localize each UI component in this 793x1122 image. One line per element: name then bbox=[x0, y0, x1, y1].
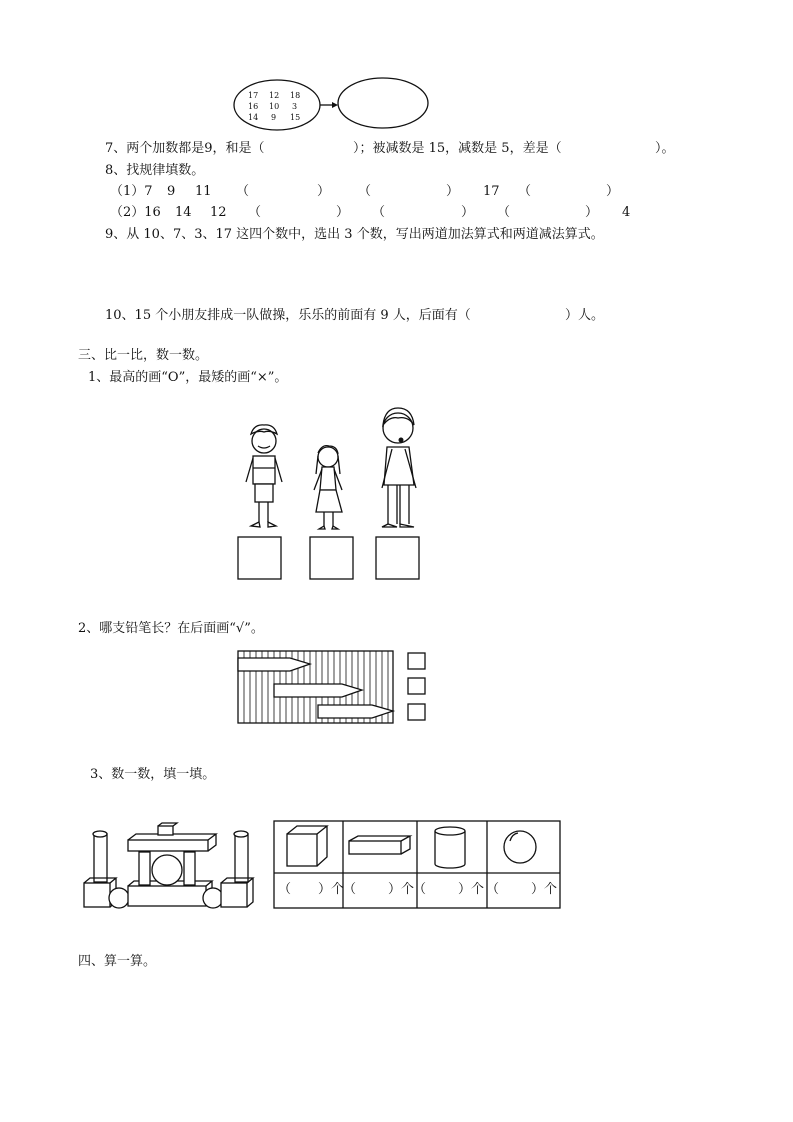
paren: ） bbox=[336, 205, 350, 220]
paren: ） bbox=[317, 184, 331, 199]
oval-num: 10 bbox=[269, 102, 280, 111]
blank-close: ）个 bbox=[531, 882, 558, 897]
cuboid-icon bbox=[349, 836, 410, 854]
oval-num: 18 bbox=[290, 91, 301, 100]
q8-number: 11 bbox=[195, 184, 212, 199]
q8-row2-lead: （2）16 bbox=[110, 205, 161, 220]
section3-q1: 1、最高的画“O”，最矮的画“×”。 bbox=[88, 370, 288, 385]
q10-part-b: ）人。 bbox=[565, 308, 605, 323]
q8-number: 4 bbox=[622, 205, 631, 220]
q8-number: 9 bbox=[167, 184, 176, 199]
oval-num: 17 bbox=[248, 91, 259, 100]
blank-close: ）个 bbox=[458, 882, 485, 897]
oval-num: 14 bbox=[248, 113, 259, 122]
oval-num: 9 bbox=[271, 113, 277, 122]
paren: ） bbox=[585, 205, 599, 220]
blank-open: （ bbox=[413, 882, 427, 897]
oval-num: 12 bbox=[269, 91, 280, 100]
q9-text: 9、从 10、7、3、17 这四个数中，选出 3 个数，写出两道加法算式和两道减法算式。 bbox=[105, 227, 604, 242]
paren: （ bbox=[497, 205, 511, 220]
blank-open: （ bbox=[486, 882, 500, 897]
q7-part-c: ）。 bbox=[655, 141, 675, 156]
q8-title: 8、找规律填数。 bbox=[105, 163, 205, 178]
paren: （ bbox=[372, 205, 386, 220]
paren: ） bbox=[606, 184, 620, 199]
paren: （ bbox=[236, 184, 250, 199]
q8-row1-lead: （1）7 bbox=[110, 184, 153, 199]
blank-close: ）个 bbox=[388, 882, 415, 897]
q10-part-a: 10、15 个小朋友排成一队做操，乐乐的前面有 9 人，后面有（ bbox=[105, 308, 471, 323]
oval-num: 15 bbox=[290, 113, 301, 122]
blank-open: （ bbox=[278, 882, 292, 897]
blank-open: （ bbox=[343, 882, 357, 897]
oval-num: 16 bbox=[248, 102, 259, 111]
cylinder-icon bbox=[435, 827, 465, 868]
q7-part-a: 7、两个加数都是9，和是（ bbox=[105, 141, 265, 156]
q7-part-b: ）；被减数是 15，减数是 5，差是（ bbox=[353, 141, 562, 156]
section4-title: 四、算一算。 bbox=[78, 954, 157, 969]
paren: ） bbox=[461, 205, 475, 220]
paren: ） bbox=[446, 184, 460, 199]
q8-number: 12 bbox=[210, 205, 227, 220]
cube-icon bbox=[287, 826, 327, 866]
oval-num: 3 bbox=[292, 102, 298, 111]
paren: （ bbox=[358, 184, 372, 199]
q8-number: 17 bbox=[483, 184, 500, 199]
section3-q2: 2、哪支铅笔长？在后面画“√”。 bbox=[78, 621, 264, 636]
section3-q3: 3、数一数，填一填。 bbox=[90, 767, 216, 782]
blank-close: ）个 bbox=[318, 882, 345, 897]
q8-number: 14 bbox=[175, 205, 192, 220]
paren: （ bbox=[518, 184, 532, 199]
paren: （ bbox=[248, 205, 262, 220]
sphere-icon bbox=[504, 831, 536, 863]
section3-title: 三、比一比，数一数。 bbox=[78, 348, 209, 363]
